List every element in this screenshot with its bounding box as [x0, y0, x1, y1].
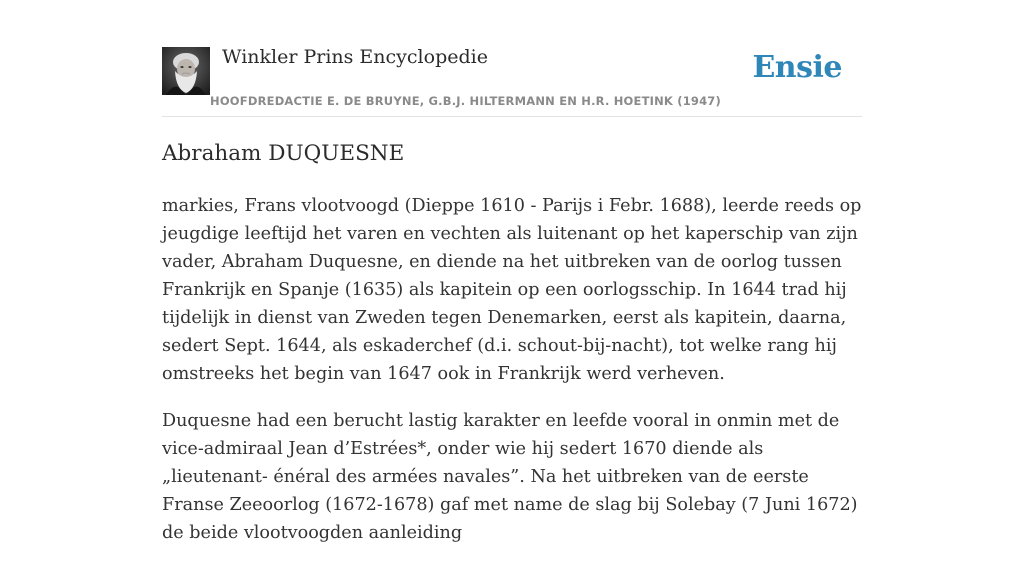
article-paragraph: Duquesne had een berucht lastig karakter en leefde vooral in onmin met de vice-admiraal Jean d’Estrées*, onder wie hij sedert 1670 diende als „lieutenant- énéral des armées navales”. Na het uitbreken van de eerste Franse Zeeoorlog (1672-1678) gaf met name de slag bij Solebay (7 Juni 1672) de beide vlootvoogden aanleiding [162, 411, 858, 543]
article-title: Abraham DUQUESNE [162, 141, 405, 166]
site-header [162, 40, 862, 117]
site-title[interactable]: Winkler Prins Encyclopedie [222, 46, 488, 68]
avatar [162, 47, 210, 95]
editors-line: HOOFDREDACTIE E. DE BRUYNE, G.B.J. HILTERMANN EN H.R. HOETINK (1947) [210, 94, 721, 108]
article-body [162, 192, 867, 566]
article-paragraph: markies, Frans vlootvoogd (Dieppe 1610 - Parijs i Febr. 1688), leerde reeds op jeugdige leeftijd het varen en vechten als luitenant op het kaperschip van zijn vader, Abraham Duquesne, en diende na het uitbreken van de oorlog tussen Frankrijk en Spanje (1635) als kapitein op een oorlogsschip. In 1644 trad hij tijdelijk in dienst van Zweden tegen Denemarken, eerst als kapitein, daarna, sedert Sept. 1644, als eskaderchef (d.i. schout-bij-nacht), tot welke rang hij omstreeks het begin van 1647 ook in Frankrijk werd verheven. [162, 196, 862, 384]
portrait-icon [162, 47, 210, 95]
brand-logo-link[interactable]: Ensie [752, 50, 842, 85]
